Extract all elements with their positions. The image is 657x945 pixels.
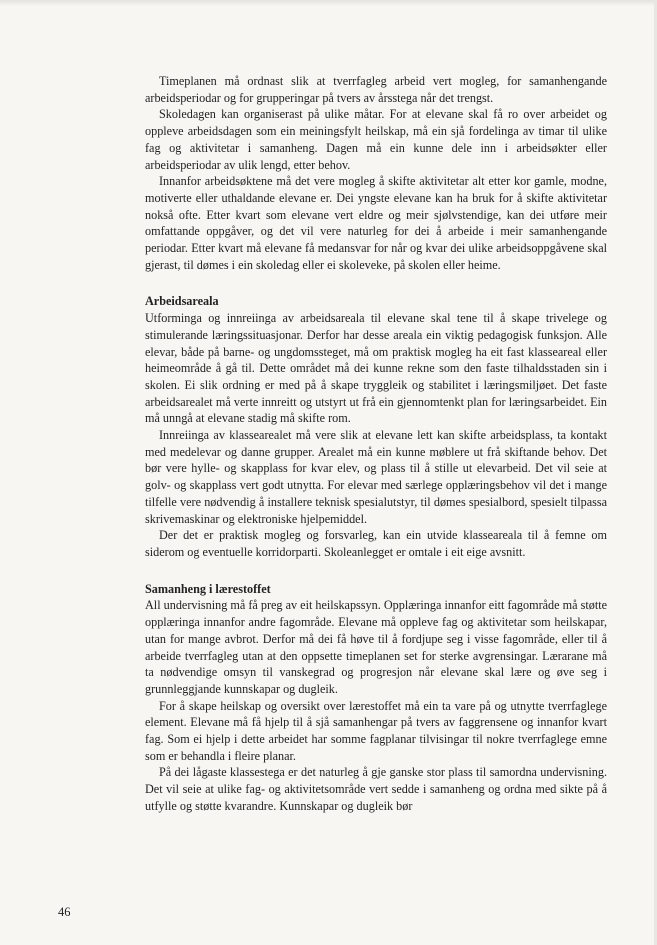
intro-section [145,73,607,273]
page-body [145,73,607,815]
paragraph: Innreiinga av klassearealet må vere slik at elevane lett kan skifte arbeidsplass, ta kontakt med medelevar og danne grupper. Arealet må ein kunne møblere ut frå skiftande behov. Det bør vere hylle- og skapplass for kvar elev, og plass til å stille ut elevarbeid. Det vil seie at golv- og skapplass vert godt utnytta. For elevar med særlege opplæringsbehov vil det i mange tilfelle vere nødvendig å installere teknisk spesialutstyr, til dømes spesialbord, spesielt tilpassa skrivemaskinar og elektroniske hjelpemiddel. [145,428,607,526]
paragraph: Skoledagen kan organiserast på ulike måtar. For at elevane skal få ro over arbeidet og oppleve arbeidsdagen som ein meiningsfylt heilskap, må ein sjå fordelinga av timar til ulike fag og aktivitetar i samanheng. Dagen må ein kunne dele inn i arbeidsøkter eller arbeidsperiodar av ulik lengd, etter behov. [145,107,607,172]
section-heading: Samanheng i lærestoffet [145,581,271,596]
section-arbeidsareala [145,293,607,560]
paragraph: All undervisning må få preg av eit heilskapssyn. Opplæringa innanfor eitt fagområde må støtte opplæringa innanfor andre fagområde. Elevane må oppleve fag og aktivitetar som heilskapar, utan for mange avbrot. Derfor må dei få høve til å fordjupe seg i visse fagområde, eller til å arbeide tverrfagleg utan at den oppsette timeplanen set for sterke avgrensingar. Lærarane må ta nødvendige omsyn til vanskegrad og progresjon når elevane skal lære og øve seg i grunnleggjande kunnskapar og dugleik. [145,598,607,696]
page-number: 46 [58,905,71,919]
section-heading: Arbeidsareala [145,294,219,309]
paragraph: Der det er praktisk mogleg og forsvarleg, kan ein utvide klasseareala til å femne om siderom og eventuelle korridorparti. Skoleanlegget er omtale i eit eige avsnitt. [145,528,607,559]
page-top-edge [0,0,657,6]
paragraph: For å skape heilskap og oversikt over lærestoffet må ein ta vare på og utnytte tverrfaglege element. Elevane må få hjelp til å sjå samanhengar på tvers av faggrensene og innanfor kvart fag. Som ei hjelp i dette arbeidet har somme fagplanar tilvisingar til nokre tverrfaglege emne som er behandla i fleire planar. [145,698,607,763]
paragraph: Timeplanen må ordnast slik at tverrfagleg arbeid vert mogleg, for samanhengande arbeidsperiodar og for grupperingar på tvers av årsstega når det trengst. [145,74,607,105]
paragraph: Innanfor arbeidsøktene må det vere mogleg å skifte aktivitetar alt etter kor gamle, modne, motiverte eller uthaldande elevane er. Dei yngste elevane kan ha bruk for å skifte aktivitetar nokså ofte. Etter kvart som elevane vert eldre og meir sjølvstendige, kan dei utføre meir omfattande oppgåver, og det vil vere naturleg for dei å arbeide i meir samanhengande periodar. Etter kvart må elevane få medansvar for når og kvar dei ulike arbeidsoppgåvene skal gjerast, til dømes i ein skoledag eller ei skoleveke, på skolen eller heime. [145,174,607,272]
section-samanheng [145,581,607,815]
paragraph: På dei lågaste klassestega er det naturleg å gje ganske stor plass til samordna undervisning. Det vil seie at ulike fag- og aktivitetsområde vert sedde i samanheng og ordna med sikte på å utfylle og støtte kvarandre. Kunnskapar og dugleik bør [145,765,607,813]
paragraph: Utforminga og innreiinga av arbeidsareala til elevane skal tene til å skape trivelege og stimulerande læringssituasjonar. Derfor har desse areala ein viktig pedagogisk funksjon. Alle elevar, både på barne- og ungdomssteget, må om praktisk mogleg ha eit fast klasseareal eller heimeområde å gå til. Dette området må dei kunne rekne som den faste tilhaldsstaden sin i skolen. Ei slik ordning er med på å skape tryggleik og stabilitet i læringsmiljøet. Det faste arbeidsarealet må verte innreitt og utstyrt ut frå ein gjennomtenkt plan for læringsarbeidet. Ein må unngå at elevane stadig må skifte rom. [145,311,607,426]
